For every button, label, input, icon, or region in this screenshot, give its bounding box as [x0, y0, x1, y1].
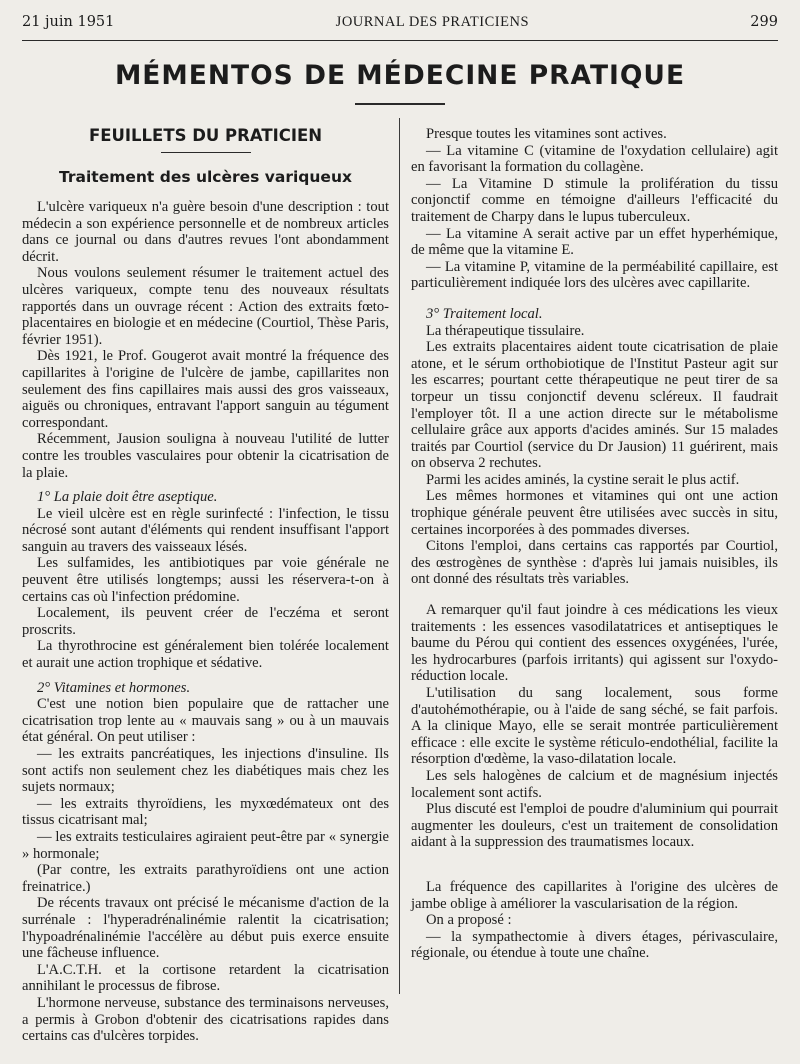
paragraph: Dès 1921, le Prof. Gougerot avait montré la fréquence des capillarites à l'origine de l'ulcère de jambe, capillarites non seulement des fins capillaires mais aussi des gros vaisseaux, aiguës ou chroniques, entravant l'apport sanguin au tégument correspondant. — [22, 348, 389, 431]
paragraph: Presque toutes les vitamines sont actives. — [426, 126, 667, 142]
paragraph: Plus discuté est l'emploi de poudre d'aluminium qui pourrait augmenter les douleurs, c'est un traitement de consolidation aidant à la suppression des traumatismes locaux. — [411, 801, 778, 851]
section-title: FEUILLETS DU PRATICIEN — [88, 126, 323, 145]
paragraph: On a proposé : — [426, 912, 512, 929]
section-rule — [161, 152, 251, 153]
subsection-heading: 2° Vitamines et hormones. — [37, 679, 191, 696]
list-item: — les extraits pancréatiques, les injections d'insuline. Ils sont actifs non seulement chez les diabétiques mais chez les sujets normaux; — [22, 746, 389, 796]
paragraph: Localement, ils peuvent créer de l'eczéma et seront proscrits. — [22, 605, 389, 638]
list-item: — La Vitamine D stimule la prolifération du tissu conjonctif comme en témoigne d'ailleurs l'efficacité du traitement de Charpy dans le lupus tuberculeux. — [411, 175, 778, 225]
subsection-heading: 3° Traitement local. — [426, 305, 543, 322]
running-header — [22, 14, 778, 34]
header-date: 21 juin 1951 — [22, 14, 115, 30]
paragraph: La thyrothrocine est généralement bien tolérée localement et aurait une action trophique et sédative. — [22, 638, 389, 672]
paragraph: Récemment, Jausion souligna à nouveau l'utilité de lutter contre les troubles vasculaires pour obtenir la cicatrisation de la plaie. — [22, 431, 389, 481]
paragraph: Citons l'emploi, dans certains cas rapportés par Courtiol, des œstrogènes de synthèse : d'après lui jamais nuisibles, ils ont donné des résultats très variables. — [411, 538, 778, 588]
paragraph: A remarquer qu'il faut joindre à ces médications les vieux traitements : les essences vasodilatatrices et antiseptiques le baume du Pérou qui contient des essences oxygénées, l'urée, les hydrocarbures (parfois irritants) qui agissent sur l'oxydo-réduction locale. — [411, 602, 778, 685]
column-divider — [399, 118, 400, 994]
paragraph: Le vieil ulcère est en règle surinfecté : l'infection, le tissu nécrosé sont autant d'éléments qui rendent insuffisant l'apport sanguin au travers des vaisseaux lésés. — [22, 505, 389, 555]
paragraph: (Par contre, les extraits parathyroïdiens ont une action freinatrice.) — [22, 862, 389, 895]
paragraph: L'ulcère variqueux n'a guère besoin d'une description : tout médecin a son expérience personnelle et de nombreux articles dans ce journal ou dans d'autres revues l'ont abondamment décrit. — [22, 199, 389, 265]
paragraph: Parmi les acides aminés, la cystine serait le plus actif. — [426, 471, 740, 488]
title-rule — [355, 103, 445, 105]
list-item: — la sympathectomie à divers étages, périvasculaire, régionale, ou étendue à toute une chaîne. — [411, 928, 778, 962]
main-title: MÉMENTOS DE MÉDECINE PRATIQUE — [114, 60, 686, 91]
header-rule — [22, 40, 778, 41]
subsection-heading: 1° La plaie doit être aseptique. — [37, 489, 218, 506]
article-title: Traitement des ulcères variqueux — [59, 168, 352, 186]
left-column — [22, 118, 389, 1045]
paragraph: C'est une notion bien populaire que de rattacher une cicatrisation trop lente au « mauvais sang » ou à un mauvais état général. On peut utiliser : — [22, 696, 389, 746]
paragraph: Les mêmes hormones et vitamines qui ont une action trophique générale peuvent être utilisées avec succès in situ, certaines incorporées à des pommades diverses. — [411, 488, 778, 538]
paragraph: Les sels halogènes de calcium et de magnésium injectés localement sont actifs. — [411, 767, 778, 801]
header-page-number: 299 — [750, 14, 778, 30]
subsection-subheading: La thérapeutique tissulaire. — [426, 322, 585, 339]
header-journal-name: JOURNAL DES PRATICIENS — [335, 14, 530, 30]
right-column — [411, 126, 778, 962]
paragraph: La fréquence des capillarites à l'origine des ulcères de jambe oblige à améliorer la vascularisation de la région. — [411, 878, 778, 912]
paragraph: L'A.C.T.H. et la cortisone retardent la cicatrisation annihilant le processus de fibrose. — [22, 961, 389, 995]
paragraph: L'utilisation du sang localement, sous forme d'autohémothérapie, ou à l'aide de sang séché, se fait parfois. A la clinique Mayo, elle se serait montrée particulièrement efficace : elle excite le système réticulo-endothélial, facilite la résorption d'œdème, la vaso-dilatation locale. — [411, 685, 778, 768]
list-item: — La vitamine C (vitamine de l'oxydation cellulaire) agit en favorisant la formation du collagène. — [411, 142, 778, 176]
paragraph: Nous voulons seulement résumer le traitement actuel des ulcères variqueux, compte tenu des nouveaux résultats rapportés dans un ouvrage récent : Action des extraits fœto-placentaires en biologie et en médecine (Courtiol, Thèse Paris, février 1951). — [22, 265, 389, 348]
paragraph: Les extraits placentaires aident toute cicatrisation de plaie atone, et le sérum orthobiotique de l'Institut Pasteur agit sur les escarres; pourtant cette thérapeutique ne peut tirer de sa torpeur un tissu conjonctif devenu scléreux. Il faudrait l'employer tôt. Il a une action directe sur le métabolisme cellulaire grâce aux apports d'acides aminés. Sur 15 malades traités par Courtiol (service du Dr Jausion) 11 guérirent, mais on observa 2 rechutes. — [411, 339, 778, 472]
list-item: — La vitamine A serait active par un effet hyperhémique, de même que la vitamine E. — [411, 225, 778, 259]
list-item: — La vitamine P, vitamine de la perméabilité capillaire, est particulièrement indiquée lors des ulcères avec capillarite. — [411, 258, 778, 292]
article-columns — [22, 118, 778, 1058]
list-item: — les extraits thyroïdiens, les myxœdémateux ont des tissus cicatrisant mal; — [22, 795, 389, 829]
paragraph: Les sulfamides, les antibiotiques par voie générale ne peuvent être utilisés longtemps; aussi les réservera-t-on à certains cas où l'infection prédomine. — [22, 555, 389, 605]
paragraph: L'hormone nerveuse, substance des terminaisons nerveuses, a permis à Grobon d'obtenir des cicatrisations rapides dans certains cas d'ulcères torpides. — [22, 994, 389, 1045]
list-item: — les extraits testiculaires agiraient peut-être par « synergie » hormonale; — [22, 828, 389, 862]
paragraph: De récents travaux ont précisé le mécanisme d'action de la surrénale : l'hyperadrénalinémie ralentit la cicatrisation; l'hypoadrénalinémie l'accélère au début puis exerce ensuite une fâcheuse influence. — [22, 895, 389, 962]
